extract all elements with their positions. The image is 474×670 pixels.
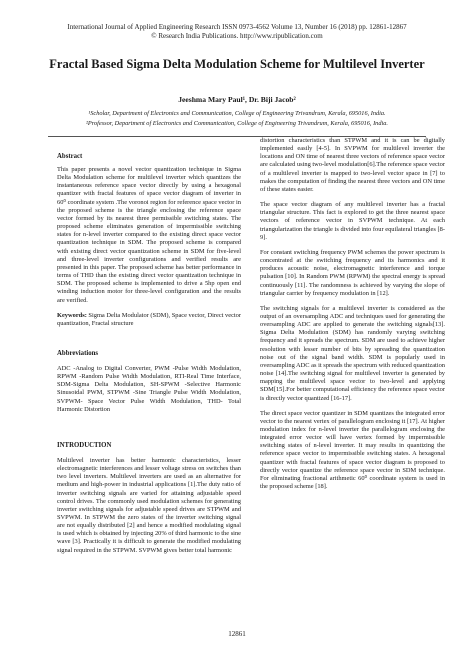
paper-title: Fractal Based Sigma Delta Modulation Scheme for Multilevel Inverter — [49, 57, 425, 71]
page-number: 12861 — [228, 630, 246, 638]
affiliations — [0, 109, 474, 128]
paragraph-5: The direct space vector quantizer in SDM quantizes the integrated error vector to the nearest vertex of parallelogram enclosing it [17]. At higher modulation index for n-level inverter the parallelogram enclosing the integrated error vector will have vertex formed by impermissible switching states of n-level inverter. It may results in quantizing the reference space vector to impermissible switching states. A hexagonal quantizer with fractal features of space vector diagram is proposed to directly vector quantize the reference space vector in SDM technique. For eliminating fractional arithmetic 60⁰ coordinate system is used in the proposed scheme [18]. — [260, 409, 445, 491]
author-list: Jeeshma Mary Paul¹, Dr. Biji Jacob² — [178, 95, 296, 104]
introduction-heading: INTRODUCTION — [57, 441, 112, 449]
keywords-label: Keywords: — [57, 311, 87, 319]
abbreviations-text: ADC -Analog to Digital Converter, PWM -Pulse Width Modulation, RPWM -Random Pulse Width Modulation, RTI-Real Time Interface, SDM-Sigma Delta Modulation, SH-SPWM -Selective Harmonic Sinusoidal PWM, STPWM -Sine Triangle Pulse Width Modulation, SVPWM- Space Vector Pulse Width Modulation, THD- Total Harmonic Distortion — [57, 364, 241, 413]
publisher-line: © Research India Publications. http://www.ripublication.com — [151, 32, 323, 40]
left-column — [57, 152, 241, 562]
keywords — [57, 312, 241, 328]
keywords-text: Sigma Delta Modulator (SDM), Space vector, Direct vector quantization, Fractal structure — [57, 311, 241, 327]
right-column — [260, 137, 445, 498]
journal-header — [0, 23, 474, 41]
affiliation-2: ²Professor, Department of Electronics and Communication, College of Engineering Trivandrum, Kerala, 695016, India. — [86, 119, 388, 127]
abbreviations-heading: Abbreviations — [57, 349, 99, 357]
paragraph-4: The switching signals for a multilevel inverter is considered as the output of an oversampling ADC and techniques used for generating the oversampling ADC are applied to generate the switching signals[13]. Sigma Delta Modulation (SDM) has randomly varying switching frequency and it spreads the spectrum. SDM are used to achieve higher resolution with lesser number of bits by spreading the quantization noise out of the signal band width. SDM is popularly used in oversampling ADC as it spreads the spectrum with reduced quantization noise [14].The switching signal for multilevel inverter is generated by mapping the multilevel space vector to two-level and applying SDM[15].For better computational efficiency the reference space vector is directly vector quantized [16-17]. — [260, 304, 445, 402]
paragraph-3: For constant switching frequency PWM schemes the power spectrum is concentrated at the switching frequency and its harmonics and it produces acoustic noise, electromagnetic interference and torque pulsation [10]. In Random PWM (RPWM) the spectral energy is spread continuously [11]. The randomness is achieved by varying the slope of triangular carrier by frequency modulation in [12]. — [260, 248, 445, 297]
introduction-text: Multilevel inverter has better harmonic characteristics, lesser electromagnetic interferences and lesser voltage stress on switches than two level inverters. Multilevel inverters are used as an alternative for medium and high-power in industrial applications [1].The duty ratio of inverter switching signals are varied for attaining adjustable speed control drives. The commonly used modulation schemes for generating inverter switching signals for adjustable speed drives are STPWM and SVPWM. In STPWM the zero states of the inverter switching signal are not equally distributed [2] and hence a modified modulating signal is used which is obtained by injecting 20% of third harmonic to the sine wave [3]. Practically it is difficult to generate the modified modulating signal required in the STPWM. SVPWM gives better total harmonic — [57, 456, 241, 554]
affiliation-1: ¹Scholar, Department of Electronics and Communication, College of Engineering Trivandrum, Kerala, 695016, India. — [88, 110, 386, 117]
journal-info: International Journal of Applied Engineering Research ISSN 0973-4562 Volume 13, Number 16 (2018) pp. 12861-12867 — [67, 23, 407, 31]
paragraph-1: distortion characteristics than STPWM and it is can be digitally implemented easily [4-5]. In SVPWM for multilevel inverter the locations and ON time of nearest three vectors of reference space vector are calculated using two-level modulation[6].The reference space vector of a multilevel inverter is mapped to two-level vector space in [7] to makes the computation of finding the nearest three vectors and ON time of these states easier. — [260, 137, 445, 193]
abstract-heading: Abstract — [57, 153, 83, 160]
abstract-text: This paper presents a novel vector quantization technique in Sigma Delta Modulation scheme for multilevel inverter which quantizes the instantaneous reference space vector directly by using a hexagonal quantizer with fractal features of space vector diagram of inverter in 60⁰ coordinate system .The voronoi region for reference space vector in the proposed scheme is the triangle enclosing the reference space vector formed by its nearest three permissible switching states. The proposed scheme eliminates generation of impermissible switching states for n-level inverter compared to the existing direct space vector quantization technique in SDM. The proposed scheme is compared with existing direct vector quantization scheme in SDM for five-level and three-level inverter configurations and verified results are presented in this paper. The proposed scheme has better performance in terms of THD than the existing direct vector quantization technique in SDM. The proposed scheme is implemented to drive a 5hp open end winding induction motor for three-level configuration and the results are verified. — [57, 166, 241, 304]
paragraph-2: The space vector diagram of any multilevel inverter has a fractal triangular structure. This fact is explored to get the three nearest space vectors of reference vector in SVPWM technique. At each triangularization the triangle is divided into four equilateral triangles [8-9]. — [260, 201, 445, 241]
